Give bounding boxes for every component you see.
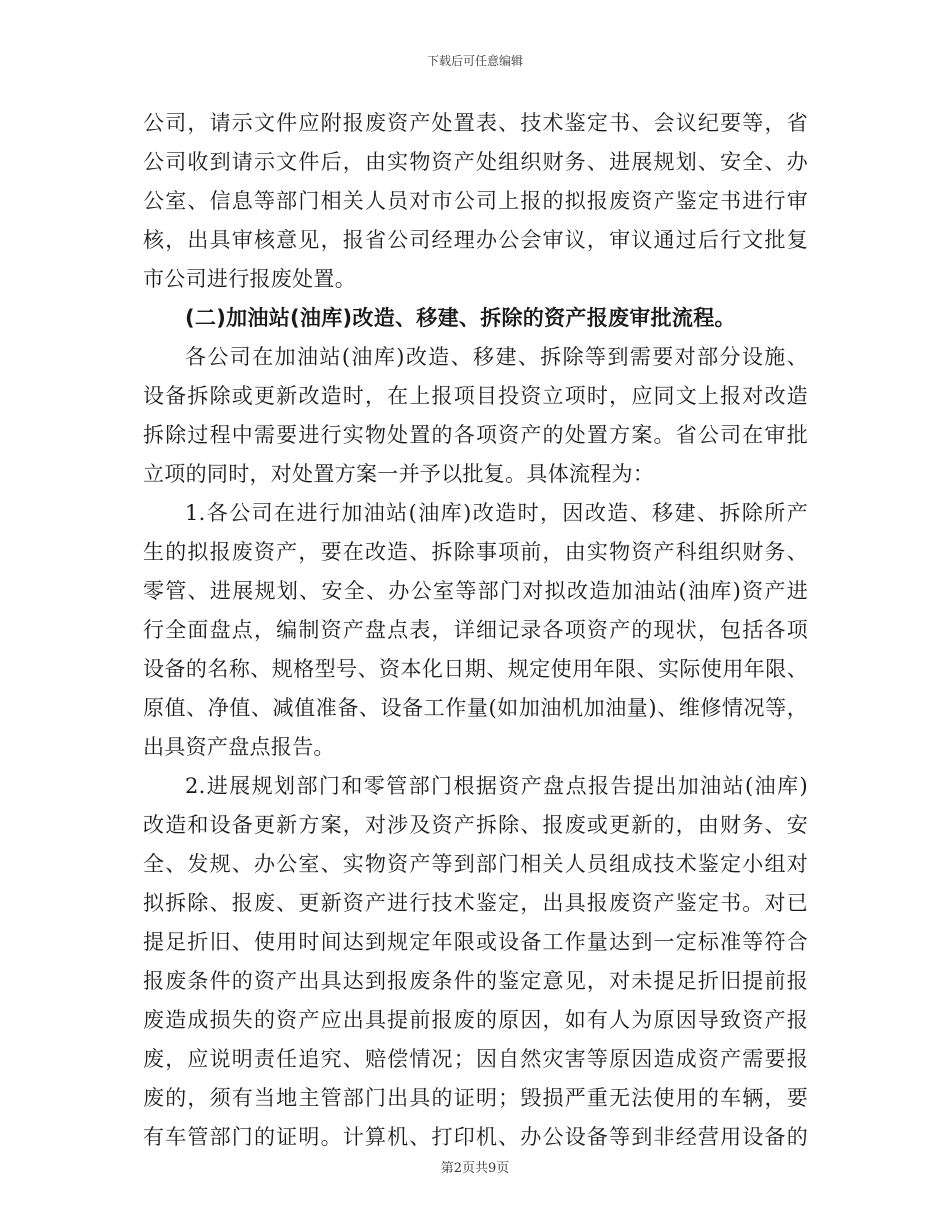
text-line: 公司，请示文件应附报废资产处置表、技术鉴定书、会议纪要等，省	[143, 111, 808, 135]
text-line: 公室、信息等部门相关人员对市公司上报的拟报废资产鉴定书进行审	[143, 189, 808, 213]
text-line: 废造成损失的资产应出具提前报废的原因，如有人为原因导致资产报	[143, 1008, 808, 1032]
text-line: 生的拟报废资产，要在改造、拆除事项前，由实物资产科组织财务、	[143, 540, 808, 564]
text-line: 有车管部门的证明。计算机、打印机、办公设备等到非经营用设备的	[143, 1125, 808, 1149]
page-header: 下载后可任意编辑	[426, 54, 523, 68]
text-line: 2.进展规划部门和零管部门根据资产盘点报告提出加油站(油库)	[185, 774, 808, 798]
page-number: 第2页共9页	[440, 1161, 510, 1176]
text-line: 1.各公司在进行加油站(油库)改造时，因改造、移建、拆除所产	[185, 501, 808, 525]
text-line: 市公司进行报废处置。	[143, 267, 356, 291]
text-line: 废，应说明责任追究、赔偿情况；因自然灾害等原因造成资产需要报	[143, 1047, 808, 1071]
text-line: 改造和设备更新方案，对涉及资产拆除、报废或更新的，由财务、安	[143, 813, 808, 837]
text-line: 报废条件的资产出具达到报废条件的鉴定意见，对未提足折旧提前报	[143, 969, 808, 993]
text-line: 各公司在加油站(油库)改造、移建、拆除等到需要对部分设施、	[185, 345, 808, 369]
text-line: 公司收到请示文件后，由实物资产处组织财务、进展规划、安全、办	[143, 150, 808, 174]
section-heading: (二)加油站(油库)改造、移建、拆除的资产报废审批流程。	[185, 306, 736, 330]
text-line: 核，出具审核意见，报省公司经理办公会审议，审议通过后行文批复	[143, 228, 808, 252]
text-line: 原值、净值、减值准备、设备工作量(如加油机加油量)、维修情况等，	[143, 696, 808, 720]
text-line: 拆除过程中需要进行实物处置的各项资产的处置方案。省公司在审批	[143, 423, 808, 447]
text-line: 废的，须有当地主管部门出具的证明；毁损严重无法使用的车辆，要	[143, 1086, 808, 1110]
text-line: 设备拆除或更新改造时，在上报项目投资立项时，应同文上报对改造	[143, 384, 808, 408]
text-line: 立项的同时，对处置方案一并予以批复。具体流程为：	[143, 462, 655, 486]
text-line: 零管、进展规划、安全、办公室等部门对拟改造加油站(油库)资产进	[143, 579, 808, 603]
text-line: 行全面盘点，编制资产盘点表，详细记录各项资产的现状，包括各项	[143, 618, 808, 642]
text-line: 提足折旧、使用时间达到规定年限或设备工作量达到一定标准等符合	[143, 930, 808, 954]
text-line: 全、发规、办公室、实物资产等到部门相关人员组成技术鉴定小组对	[143, 852, 808, 876]
text-line: 设备的名称、规格型号、资本化日期、规定使用年限、实际使用年限、	[143, 657, 808, 681]
text-line: 拟拆除、报废、更新资产进行技术鉴定，出具报废资产鉴定书。对已	[143, 891, 808, 915]
document-body	[143, 104, 808, 1157]
text-line: 出具资产盘点报告。	[143, 735, 335, 759]
